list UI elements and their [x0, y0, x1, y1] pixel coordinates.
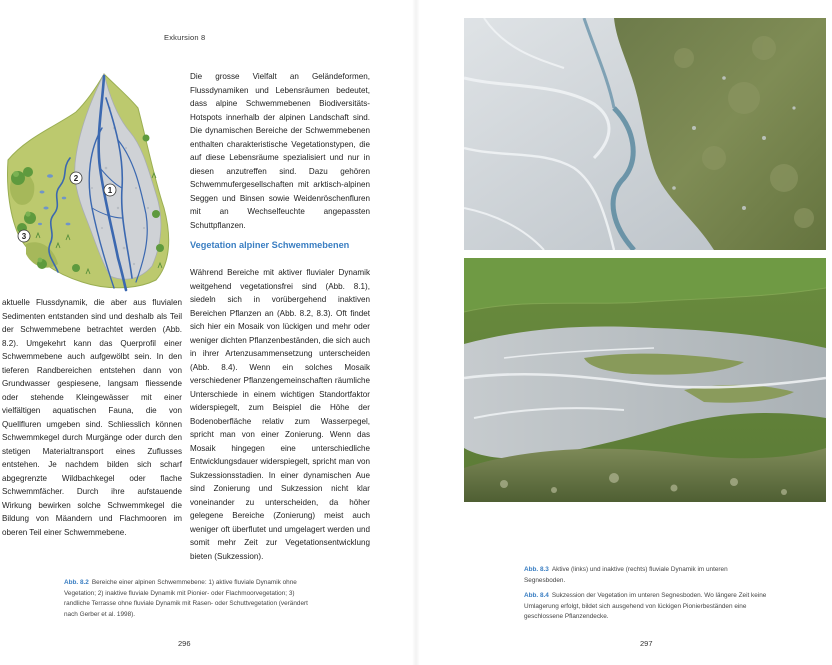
zone-label-1: 1 [107, 186, 113, 195]
running-head: Exkursion 8 [164, 33, 206, 42]
section-heading: Vegetation alpiner Schwemmebenen [190, 240, 350, 250]
caption-label: Abb. 8.4 [524, 592, 549, 599]
floodplain-diagram [6, 68, 178, 294]
right-page [416, 0, 832, 665]
figure-caption-8-4 [524, 591, 768, 623]
zone-marker-2 [70, 172, 82, 184]
zone-label-3: 3 [21, 232, 27, 241]
page-number-right: 297 [640, 639, 653, 648]
zone-marker-3 [18, 230, 30, 242]
main-paragraph: Während Bereiche mit aktiver fluvialer Dynamik weitgehend vegetationsfrei sind (Abb. 8.1), siedeln sich in vorübergehend inaktiven Bereichen Pflanzen an (Abb. 8.2, 8.3). Oft findet sich hier ein Mosaik von lückigen und mehr oder weniger dichten Pflanzenbeständen, die sich auch in ihrer Artenzusammensetzung unterscheiden (Abb. 8.4). Wenn ein solches Mosaik verschiedener Pflanzengemeinschaften räumliche Unterschiede in einem wichtigen Standortfaktor widerspiegelt, zum Beispiel die Höhe der Bodenoberfläche relativ zum Wasserpegel, spricht man von einer Zonierung. Wenn das Mosaik hingegen eine unterschiedliche Entwicklungsdauer widerspiegelt, spricht man von Sukzessionsstadien. In einer dynamischen Aue sind Zonierung und Sukzession nicht klar voneinander zu unterscheiden, da höher gelegene Bereiche (Zonierung) meist auch weniger oft überflutet und umgelagert werden und somit mehr Zeit zur Vegetationsentwicklung bieten (Sukzession). [190, 268, 370, 561]
zone-marker-1 [104, 184, 116, 196]
page-number-left: 296 [178, 639, 191, 648]
continued-paragraph: aktuelle Flussdynamik, die aber aus fluvialen Sedimenten entstanden sind und deshalb als Teil der Schwemmebene betrachtet werden (Abb. 8.2). Umgekehrt kann das Querprofil einer Schwemmebene auch aufgewölbt sein. In den tieferen Randbereichen entstehen dann von Grundwasser gespiesene, langsam fliessende oder stehende Kleingewässer mit einer vielfältigen aquatischen Fauna, die von Quellfluren umgeben sind. Schliesslich können Schwemmkegel durch Murgänge oder durch den stetigen Materialtransport eines Zuflusses entstehen. Je nachdem bilden sich scharf abgegrenzte Wildbachkegel oder flache Schwemmfächer. Durch ihre aufstauende Wirkung bewirken solche Schwemmkegel die Bildung von Mäandern und Flachmooren im oberen Teil einer Schwemmebene. [2, 298, 182, 537]
figure-caption-8-2 [64, 578, 316, 620]
aerial-photo-segnesboden-lower [464, 258, 826, 502]
zone-label-2: 2 [73, 174, 79, 183]
caption-label: Abb. 8.2 [64, 579, 89, 586]
caption-label: Abb. 8.3 [524, 566, 549, 573]
aerial-photo-segnesboden-upper [464, 18, 826, 250]
caption-text: Bereiche einer alpinen Schwemmebene: 1) aktive fluviale Dynamik ohne Vegetation; 2) inaktive fluviale Dynamik mit Pionier- oder Flachmoorvegetation; 3) randliche Terrasse ohne fluviale Dynamik mit Rasen- oder Schuttvegetation (verändert nach Gerber et al. 1998). [64, 579, 308, 618]
caption-text: Sukzession der Vegetation im unteren Segnesboden. Wo längere Zeit keine Umlagerung erfolgt, bildet sich ausgehend von lückigen Pionierbeständen eine geschlossene Pflanzendecke. [524, 592, 767, 621]
figure-caption-8-3 [524, 565, 768, 586]
caption-text: Aktive (links) und inaktive (rechts) fluviale Dynamik im unteren Segnesboden. [524, 566, 728, 584]
intro-paragraph: Die grosse Vielfalt an Geländeformen, Flussdynamiken und Lebensräumen bedeutet, dass alpine Schwemmebenen Biodiversitäts-Hotspots innerhalb der alpinen Landschaft sind. Die dynamischen Bereiche der Schwemmebenen enthalten charakteristische Vegetationstypen, die auf diese Lebensräume spezialisiert und nur in diesen anzutreffen sind. Dazu gehören Schwemmufergesellschaften mit arktisch-alpinen Seggen und Binsen sowie Weidenröschenfluren mit an Wechselfeuchte angepassten Schuttpflanzen. [190, 72, 370, 230]
photo-active-inactive-dynamics [464, 18, 826, 250]
floodplain-illustration [6, 68, 178, 294]
photo-vegetation-succession [464, 258, 826, 502]
